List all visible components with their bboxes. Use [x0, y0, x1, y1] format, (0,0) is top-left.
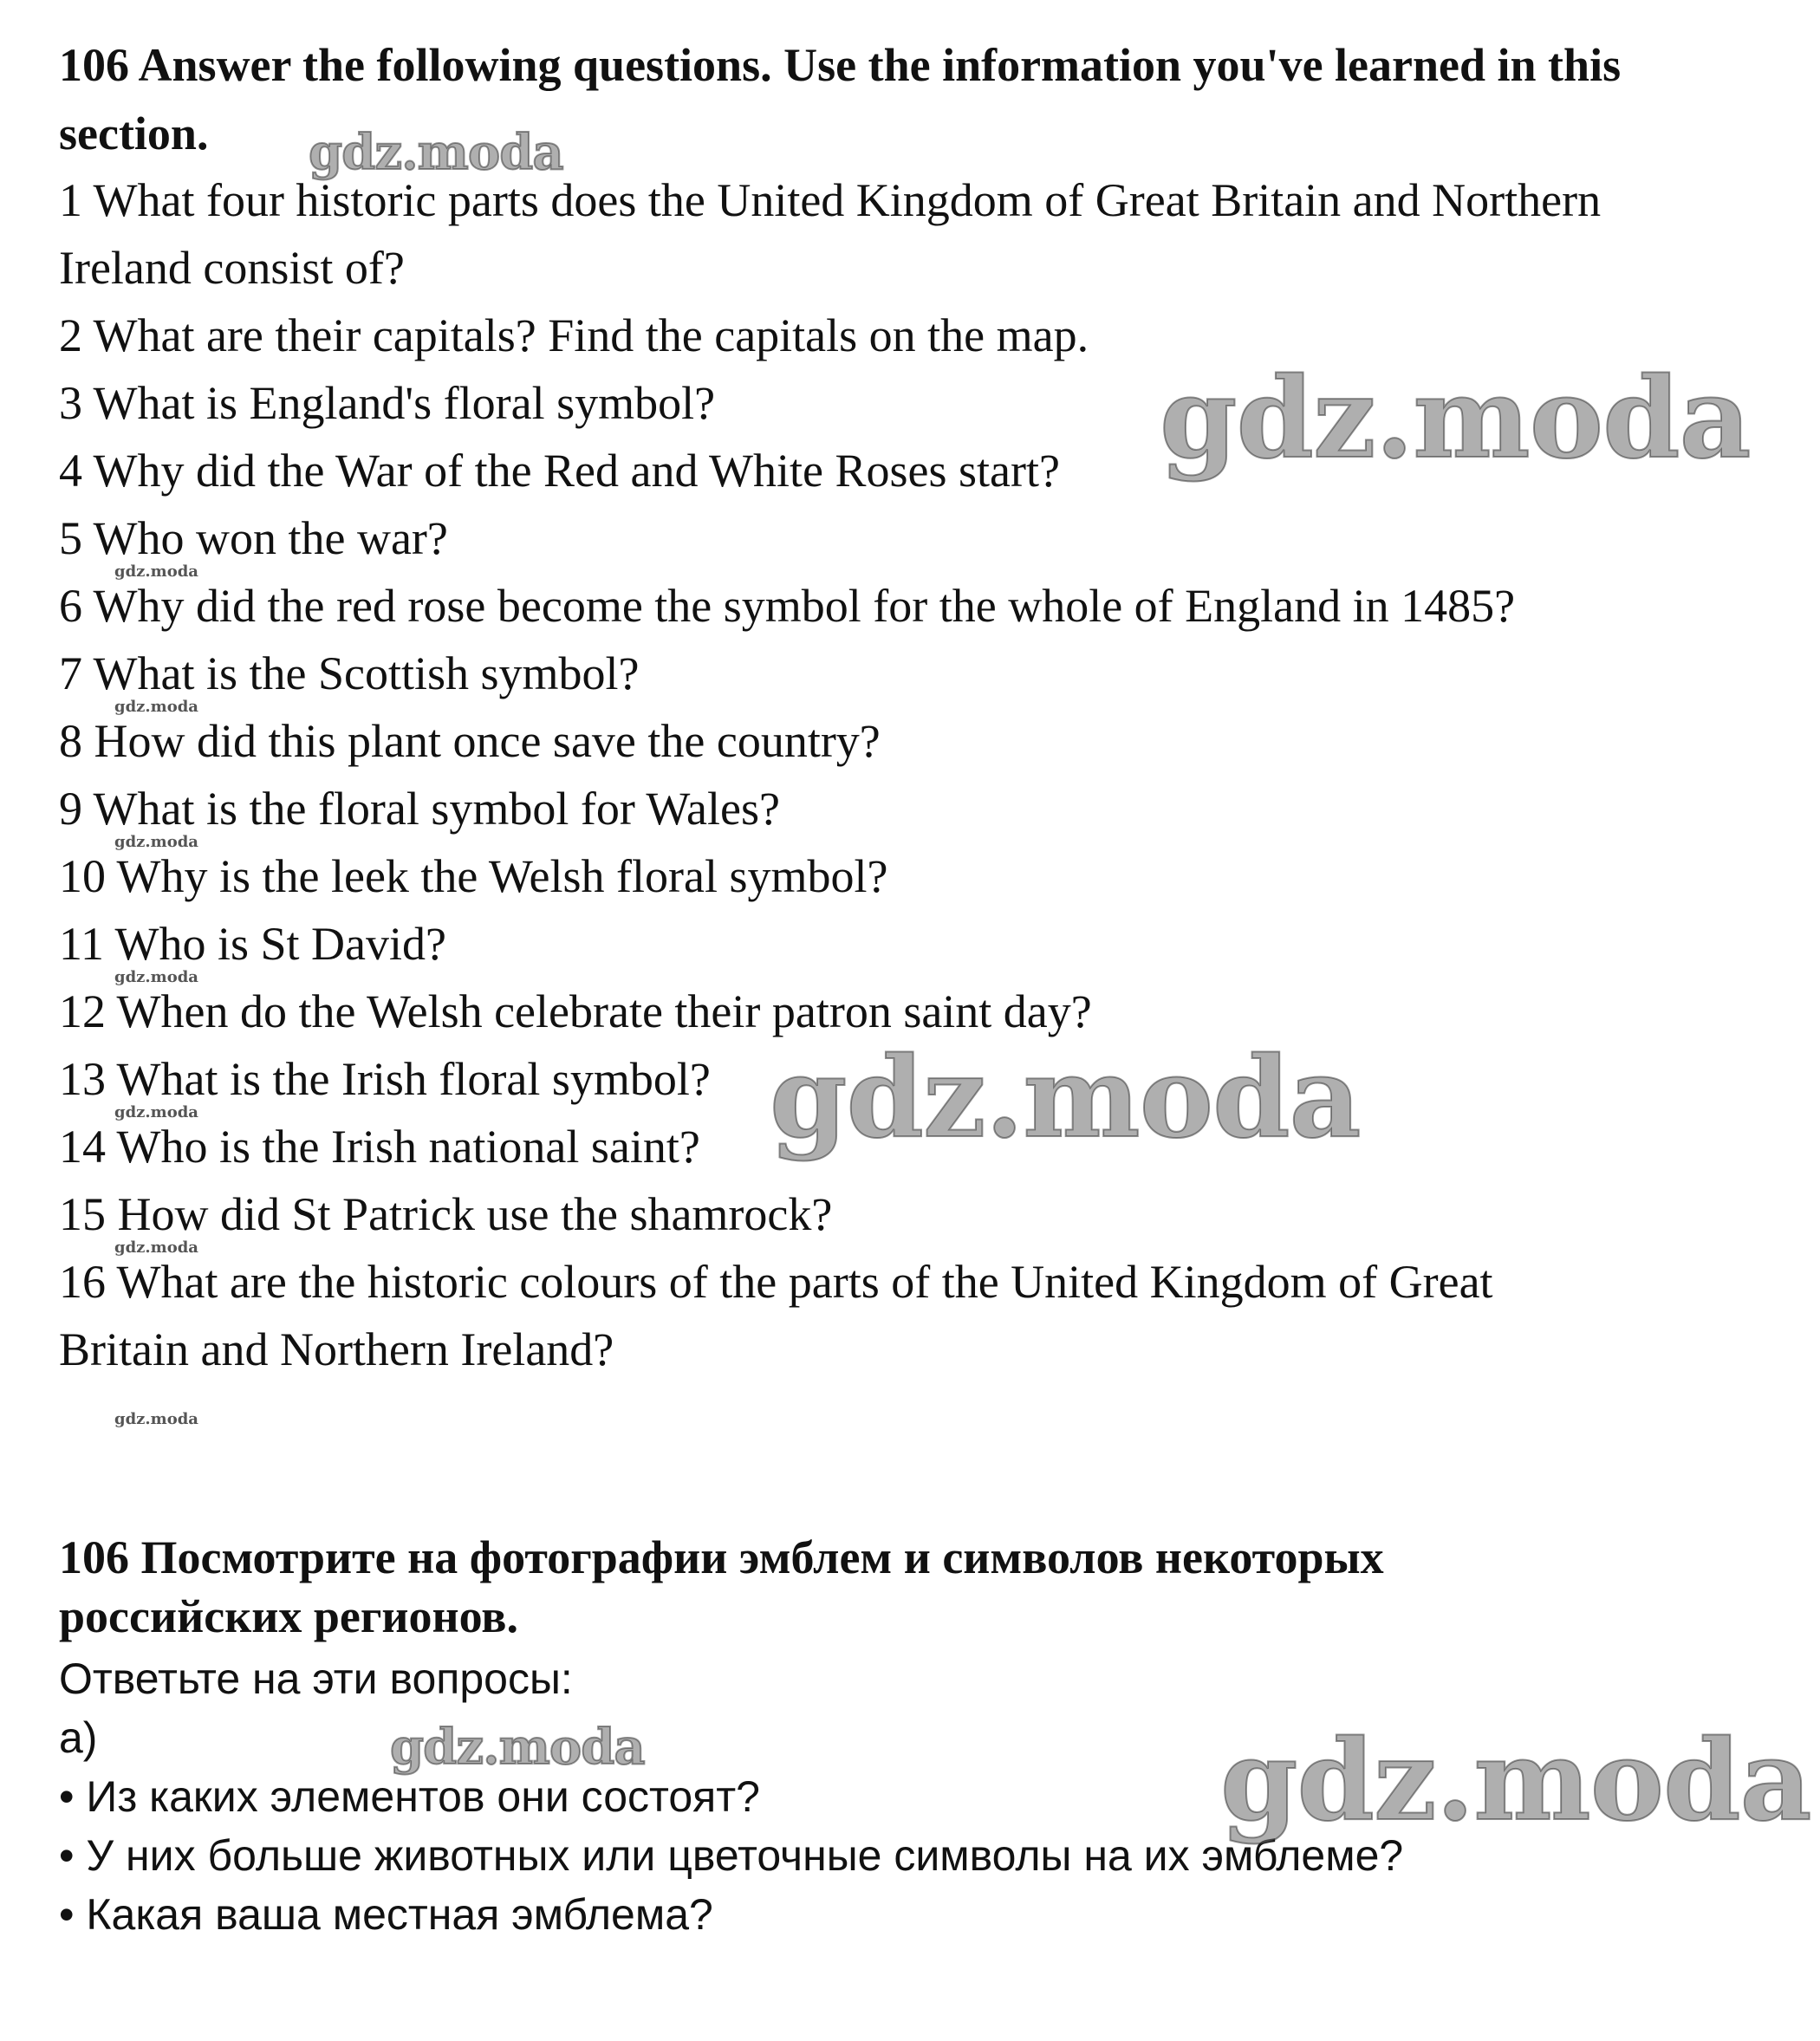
question-line: 8 How did this plant once save the country? [59, 715, 881, 767]
question-line: 10 Why is the leek the Welsh floral symbol? [59, 850, 888, 902]
watermark-logo: gdz.moda [1160, 354, 1751, 484]
question-line: 11 Who is St David? [59, 918, 446, 970]
question-line: 15 How did St Patrick use the shamrock? [59, 1188, 833, 1240]
russian-heading-line-2: российских регионов. [59, 1590, 518, 1642]
russian-intro: Ответьте на эти вопросы: [59, 1654, 573, 1703]
question-line: 12 When do the Welsh celebrate their patron saint day? [59, 985, 1092, 1037]
watermark-logo: gdz.moda [309, 124, 563, 181]
question-line: Ireland consist of? [59, 242, 405, 294]
question-line: 14 Who is the Irish national saint? [59, 1121, 700, 1173]
watermark-logo: gdz.moda [114, 698, 198, 716]
question-line: 5 Who won the war? [59, 512, 448, 564]
russian-bullet: • Какая ваша местная эмблема? [59, 1890, 713, 1939]
watermark-logo: gdz.moda [390, 1719, 645, 1776]
watermark-logo: gdz.moda [114, 562, 198, 581]
question-line: 7 What is the Scottish symbol? [59, 647, 640, 699]
watermark-logo: gdz.moda [770, 1033, 1361, 1163]
english-heading: 106 Answer the following questions. Use the information you've learned in this section. [59, 39, 1622, 159]
question-line: 3 What is England's floral symbol? [59, 377, 716, 429]
russian-part-label: a) [59, 1713, 98, 1762]
russian-bullet: • Из каких элементов они состоят? [59, 1772, 760, 1821]
watermark-logo: gdz.moda [114, 1410, 198, 1428]
question-line: 2 What are their capitals? Find the capitals on the map. [59, 309, 1089, 361]
question-line: 9 What is the floral symbol for Wales? [59, 783, 780, 835]
watermark-logo: gdz.moda [1220, 1716, 1811, 1846]
watermark-logo: gdz.moda [114, 1238, 198, 1257]
watermark-logo: gdz.moda [114, 833, 198, 851]
question-line: 1 What four historic parts does the United Kingdom of Great Britain and Northern [59, 174, 1602, 226]
question-line: Britain and Northern Ireland? [59, 1323, 614, 1375]
russian-bullet: • У них больше животных или цветочные символы на их эмблеме? [59, 1831, 1404, 1880]
watermark-logo: gdz.moda [114, 968, 198, 986]
question-line: 6 Why did the red rose become the symbol for the whole of England in 1485? [59, 580, 1516, 632]
question-line: 4 Why did the War of the Red and White Roses start? [59, 445, 1060, 497]
watermark-logo: gdz.moda [114, 1103, 198, 1121]
russian-heading-line-1: 106 Посмотрите на фотографии эмблем и символов некоторых [59, 1531, 1384, 1583]
question-line: 13 What is the Irish floral symbol? [59, 1053, 711, 1105]
question-line: 16 What are the historic colours of the parts of the United Kingdom of Great [59, 1256, 1493, 1308]
